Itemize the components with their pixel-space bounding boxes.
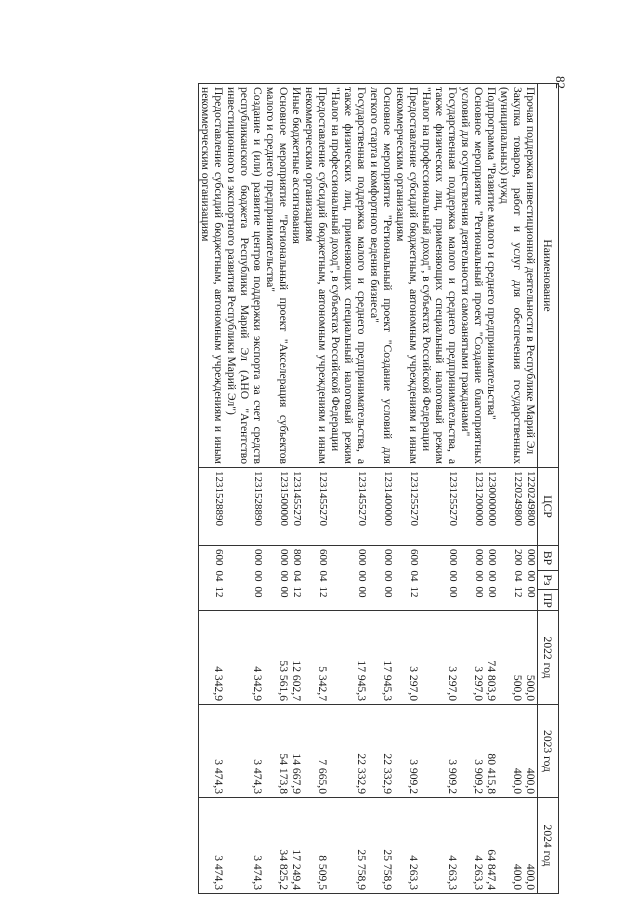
row-csr: 1231528890 [252,471,264,526]
row-y2023-cell [368,705,394,798]
row-y2023-cell [524,705,538,798]
row-vr: 000 [278,549,290,566]
row-codes [407,549,420,607]
row-y2024-cell [264,798,303,894]
row-y2024: 25 758,9 [355,849,368,890]
row-csr: 1231455270 [356,471,368,526]
row-y2024: 400,0 [511,863,524,890]
row-csr: 1231500000 [278,471,290,526]
row-y2022-cell [394,611,420,705]
row-pr: 00 [525,586,537,598]
row-y2022: 17 945,3 [381,660,394,701]
budget-table [198,83,559,894]
row-y2024-cell [459,798,498,894]
row-name-cell [199,84,226,468]
row-codes-cell [459,546,498,611]
row-csr-cell [303,468,329,546]
row-vr: 000 [447,549,459,566]
row-codes-cell [394,546,420,611]
row-pr: 12 [213,586,225,598]
row-y2022-cell [225,611,264,705]
row-y2023: 400,0 [511,767,524,794]
row-name: Предоставление субсидий бюджетным, автономным учреждениям и иным некоммерческим организациям [199,87,225,464]
row-codes [472,549,485,607]
row-vr: 000 [252,549,264,566]
header-vr: ВР [538,546,559,571]
row-pr: 00 [486,586,498,598]
row-name-cell [303,84,329,468]
row-name-cell [498,84,524,468]
row-y2023: 3 474,3 [251,759,264,794]
row-y2023-cell [264,705,303,798]
header-2024: 2024 год [538,798,559,894]
row-y2024: 17 249,4 [290,849,303,890]
row-y2022-cell [524,611,538,705]
row-rz: 04 [291,570,303,582]
row-name: Государственная поддержка малого и среднего предпринимательства, а также физических лиц, применяющих специальный налоговый режим "Налог на профессиональный доход", в субъектах Российской Федерации [329,87,368,464]
table-row [368,84,394,894]
row-name: Прочая поддержка инвестиционной деятельности в Республике Марий Эл [524,87,537,455]
row-y2024-cell [329,798,368,894]
row-vr: 800 [291,549,303,566]
row-y2024: 4 263,3 [446,855,459,890]
row-y2023: 3 474,3 [212,759,225,794]
row-codes [446,549,459,607]
row-y2023: 22 332,9 [355,753,368,794]
row-y2023-cell [303,705,329,798]
table-row [394,84,420,894]
row-codes-cell [524,546,538,611]
row-name-cell [394,84,420,468]
row-rz: 04 [512,570,524,582]
row-csr-cell [420,468,459,546]
row-name-cell [524,84,538,468]
row-y2023: 3 909,2 [472,759,485,794]
row-codes [511,549,524,607]
row-pr: 12 [512,586,524,598]
row-csr: 1231255270 [408,471,420,526]
row-csr: 1231455270 [317,471,329,526]
row-vr: 000 [382,549,394,566]
row-y2023-cell [225,705,264,798]
row-csr: 1231200000 [473,471,485,526]
row-y2023: 54 173,8 [277,753,290,794]
row-vr: 000 [486,549,498,566]
row-y2024: 8 509,5 [316,855,329,890]
row-rz: 00 [486,570,498,582]
table-header-row [538,84,559,894]
table-row [225,84,264,894]
row-y2022: 4 342,9 [212,666,225,701]
row-y2022: 3 297,0 [472,666,485,701]
row-codes [277,549,290,607]
header-name: Наименование [538,84,559,468]
row-y2023-cell [459,705,498,798]
row-y2022-cell [368,611,394,705]
row-y2022: 12 602,7 [290,660,303,701]
row-y2022-cell [329,611,368,705]
table-row [524,84,538,894]
row-y2023-cell [394,705,420,798]
row-y2023-cell [420,705,459,798]
row-pr: 00 [447,586,459,598]
row-y2024-cell [225,798,264,894]
row-csr-cell [394,468,420,546]
row-vr: 000 [356,549,368,566]
row-pr: 00 [382,586,394,598]
row-codes [381,549,394,607]
row-codes-cell [368,546,394,611]
header-rz: Рз [538,571,559,590]
row-name: Государственная поддержка малого и среднего предпринимательства, а также физических лиц, применяющих специальный налоговый режим "Налог на профессиональный доход", в субъектах Российской Федерации [420,87,459,464]
row-y2022: 5 342,7 [316,666,329,701]
row-y2024-cell [420,798,459,894]
row-csr: 1220249800 [512,471,524,526]
row-vr: 200 [512,549,524,566]
row-y2022-cell [420,611,459,705]
row-y2023: 3 909,2 [407,759,420,794]
header-csr: ЦСР [538,468,559,546]
row-name: Основное мероприятие "Региональный проект "Акселерация субъектов малого и среднего предпринимательства" [264,87,290,464]
row-y2023-cell [329,705,368,798]
row-pr: 00 [252,586,264,598]
row-vr: 000 [525,549,537,566]
row-pr: 12 [317,586,329,598]
row-csr: 1230000000 [486,471,498,526]
row-csr-cell [498,468,524,546]
row-pr: 00 [278,586,290,598]
row-y2022: 500,0 [524,674,537,701]
row-y2024-cell [368,798,394,894]
row-name: Иные бюджетные ассигнования [290,87,303,244]
row-codes [290,549,303,607]
row-y2024: 4 263,3 [472,855,485,890]
row-name: Подпрограмма "Развитие малого и среднего предпринимательства" [485,87,498,420]
table-row [498,84,524,894]
row-y2023: 22 332,9 [381,753,394,794]
row-y2022: 3 297,0 [446,666,459,701]
row-y2024: 4 263,3 [407,855,420,890]
row-vr: 000 [473,549,485,566]
row-codes-cell [264,546,303,611]
row-codes [485,549,498,607]
row-y2023: 14 667,9 [290,753,303,794]
header-pr: ПР [538,590,559,611]
rotated-page [47,83,559,893]
row-y2024: 34 825,2 [277,849,290,890]
row-rz: 04 [408,570,420,582]
row-y2024-cell [394,798,420,894]
row-csr-cell [459,468,498,546]
table-row [420,84,459,894]
row-y2024-cell [524,798,538,894]
row-y2024: 64 847,4 [485,849,498,890]
table-row [199,84,226,894]
row-name: Основное мероприятие "Региональный проект "Создание благоприятных условий для осуществления деятельности самозанятыми гражданами" [459,87,485,464]
row-y2022-cell [199,611,226,705]
row-csr-cell [225,468,264,546]
row-y2022: 53 561,6 [277,660,290,701]
row-codes [251,549,264,607]
row-csr-cell [329,468,368,546]
row-name: Закупка товаров, работ и услуг для обеспечения государственных (муниципальных) нужд [498,87,524,464]
row-y2024-cell [303,798,329,894]
row-vr: 600 [213,549,225,566]
row-codes-cell [420,546,459,611]
row-csr-cell [199,468,226,546]
row-rz: 00 [473,570,485,582]
row-name: Предоставление субсидий бюджетным, автономным учреждениям и иным некоммерческим организациям [394,87,420,464]
row-codes-cell [199,546,226,611]
header-2023: 2023 год [538,705,559,798]
row-y2022: 17 945,3 [355,660,368,701]
row-vr: 600 [408,549,420,566]
row-y2022-cell [264,611,303,705]
row-rz: 00 [525,570,537,582]
row-csr: 1220249800 [525,471,537,526]
row-csr: 1231455270 [291,471,303,526]
row-y2022: 3 297,0 [407,666,420,701]
row-codes-cell [329,546,368,611]
row-csr-cell [368,468,394,546]
row-name-cell [225,84,264,468]
row-y2023: 80 415,8 [485,753,498,794]
row-y2023: 400,0 [524,767,537,794]
row-rz: 00 [252,570,264,582]
row-codes-cell [225,546,264,611]
row-y2022-cell [459,611,498,705]
row-codes [316,549,329,607]
row-y2022: 500,0 [511,674,524,701]
row-y2024: 400,0 [524,863,537,890]
row-rz: 04 [317,570,329,582]
row-name-cell [368,84,394,468]
row-y2024: 25 758,9 [381,849,394,890]
row-y2022: 74 803,9 [485,660,498,701]
row-y2023: 3 909,2 [446,759,459,794]
row-codes-cell [303,546,329,611]
row-name-cell [264,84,303,468]
row-y2024-cell [498,798,524,894]
row-rz: 04 [213,570,225,582]
row-name-cell [420,84,459,468]
row-name: Предоставление субсидий бюджетным, автономным учреждениям и иным некоммерческим организациям [303,87,329,464]
row-csr-cell [264,468,303,546]
page-number: 82 [553,76,568,89]
row-y2024-cell [199,798,226,894]
row-y2023: 7 665,0 [316,759,329,794]
row-codes [524,549,537,607]
row-rz: 00 [382,570,394,582]
row-csr: 1231528890 [213,471,225,526]
row-pr: 00 [356,586,368,598]
row-codes [355,549,368,607]
table-row [459,84,498,894]
header-2022: 2022 год [538,611,559,705]
row-name: Основное мероприятие "Региональный проект "Создание условий для легкого старта и комфортного ведения бизнеса" [368,87,394,464]
row-y2024: 3 474,3 [251,855,264,890]
row-y2023-cell [498,705,524,798]
row-rz: 00 [356,570,368,582]
row-name-cell [329,84,368,468]
row-y2022-cell [303,611,329,705]
row-y2022: 4 342,9 [251,666,264,701]
row-codes [212,549,225,607]
row-codes-cell [498,546,524,611]
table-row [264,84,303,894]
row-vr: 600 [317,549,329,566]
row-pr: 00 [473,586,485,598]
row-y2022-cell [498,611,524,705]
row-y2024: 3 474,3 [212,855,225,890]
row-csr: 1231255270 [447,471,459,526]
row-rz: 00 [278,570,290,582]
row-name-cell [459,84,498,468]
row-name: Создание и (или) развитие центров поддержки экспорта за счет средств республиканского бюджета Республики Марий Эл (АНО "Агентство инвестиционного и экспортного развития Республики Марий Эл") [225,87,264,464]
row-pr: 12 [291,586,303,598]
row-rz: 00 [447,570,459,582]
table-row [303,84,329,894]
table-body [199,84,538,894]
row-csr: 1231400000 [382,471,394,526]
row-csr-cell [524,468,538,546]
row-pr: 12 [408,586,420,598]
table-row [329,84,368,894]
row-y2023-cell [199,705,226,798]
